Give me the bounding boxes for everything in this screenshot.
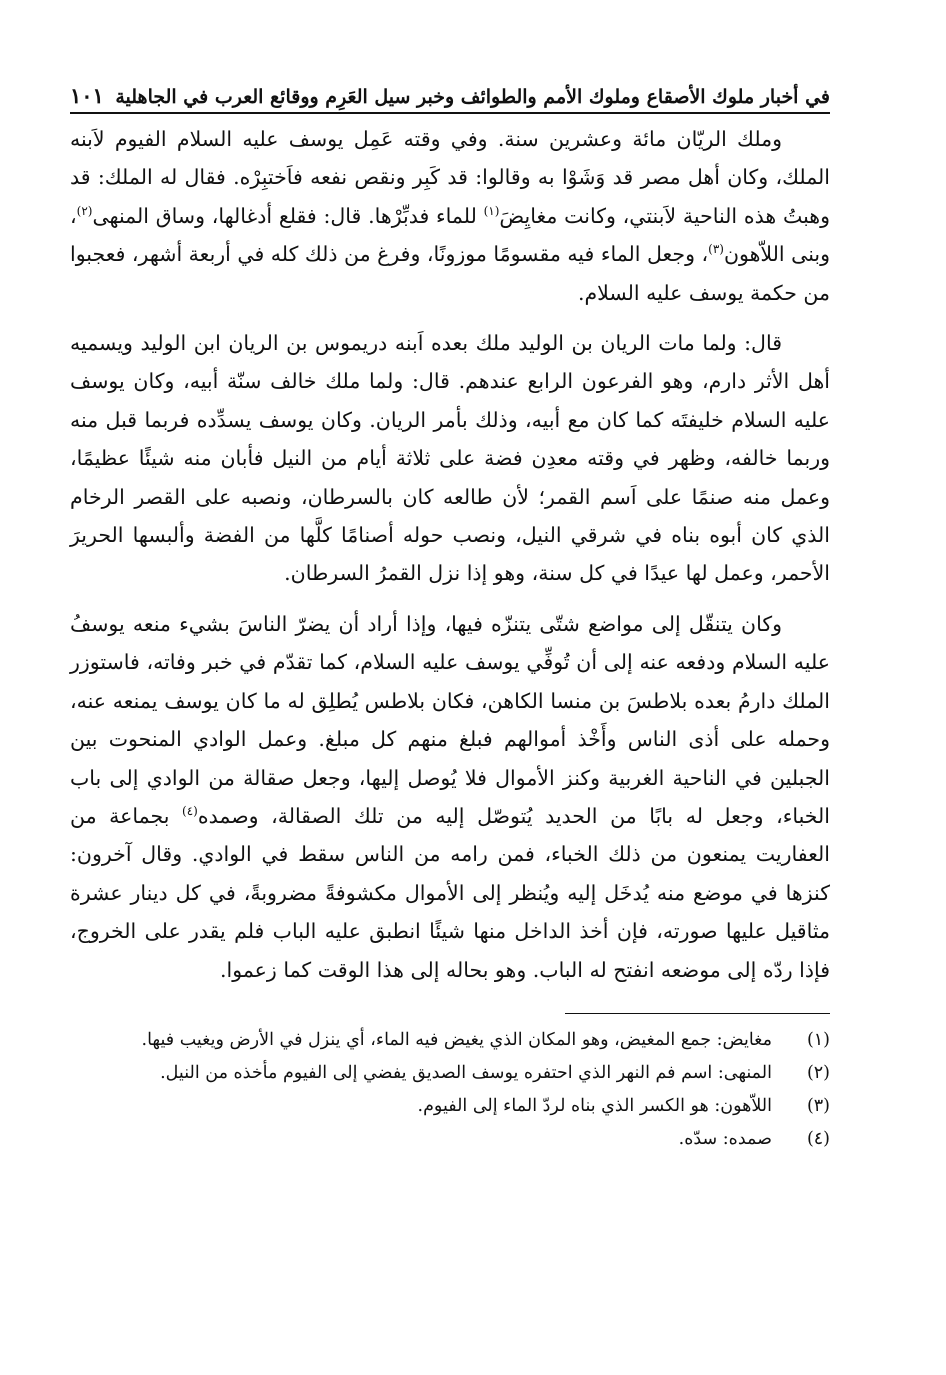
footnote-number: (٤): [806, 1128, 830, 1149]
footnote: [70, 1090, 830, 1123]
text-run: قال: ولما مات الريان بن الوليد ملك بعده اَبنه دريموس بن الريان ابن الوليد ويسميه أهل الأثر دارم، وهو الفرعون الرابع عندهم. قال: ولما ملك خالف سنّة أبيه، وكان يوسف عليه السلام خليفتَه كما كان مع أبيه، وذلك بأمر الريان. وكان يوسف يسدِّده فربما قبل منه وربما خالفه، وظهر في وقته معدِن فضة على ثلاثة أيام من النيل فأبان منه شيئًا عظيمًا، وعمل منه صنمًا على اَسم القمر؛ لأن طالعه كان بالسرطان، ونصبه على القصر الرخام الذي كان أبوه بناه في شرقي النيل، ونصب حوله أصنامًا كلَّها من الفضة وألبسها الحريرَ الأحمر، وعمل لها عيدًا في كل سنة، وهو إذا نزل القمرُ السرطان.: [70, 331, 830, 586]
footnote-text: اللاّهون: هو الكسر الذي بناه لردّ الماء إلى الفيوم.: [417, 1095, 772, 1116]
page-number: ١٠١: [70, 83, 104, 108]
footnotes: [70, 1024, 830, 1156]
footnote-number: (٢): [806, 1062, 830, 1083]
header-title: في أخبار ملوك الأصقاع وملوك الأمم والطوائف وخبر سيل العَرِم ووقائع العرب في الجاهلية: [115, 86, 830, 108]
text-run: بجماعة من العفاريت يمنعون من ذلك الخباء، فمن رامه من الناس سقط في الوادي. وقال آخرون: كنزها في موضع منه يُدخَل إليه ويُنظر إلى الأموال مكشوفةً مضروبةً، في كل دينار عشرة مثاقيل عليها صورته، فإن أخذ الداخل منها شيئًا انطبق عليه الباب فلم يقدر على الخروج، فإذا ردّه إلى موضعه انفتح له الباب. وهو بحاله إلى هذا الوقت كما زعموا.: [70, 803, 830, 982]
text-run: ، وبنى اللاّهون: [70, 203, 830, 267]
footnote-ref: (٢): [76, 203, 93, 218]
paragraph: [70, 605, 830, 989]
header-rule: [70, 112, 830, 114]
footnote: [70, 1024, 830, 1057]
footnote-number: (٣): [806, 1095, 830, 1116]
footnote-number: (١): [806, 1029, 830, 1050]
footnote-text: صمده: سدّه.: [678, 1128, 772, 1149]
paragraph: [70, 324, 830, 593]
running-header: [70, 60, 830, 108]
body-text: [70, 120, 830, 989]
book-page: [70, 60, 830, 1350]
footnote-text: المنهى: اسم فم النهر الذي احتفره يوسف الصديق يفضي إلى الفيوم مأخذه من النيل.: [160, 1062, 772, 1083]
footnote-text: مغايض: جمع المغيض، وهو المكان الذي يغيض فيه الماء، أي ينزل في الأرض ويغيب فيها.: [141, 1029, 772, 1050]
paragraph: [70, 120, 830, 312]
text-run: وكان يتنقّل إلى مواضع شتّى يتنزّه فيها، وإذا أراد أن يضرّ الناسَ بشيء منعه يوسفُ عليه السلام ودفعه عنه إلى أن تُوفِّي يوسف عليه السلام، كما تقدّم في خبر وفاته، فاستوزر الملك دارمُ بعده بلاطسَ بن منسا الكاهن، فكان بلاطس يُطلِق له ما كان يوسف يمنعه عنه، وحمله على أذى الناس وأَخْذ أموالهم فبلغ منهم كل مبلغ. وعمل الوادي المنحوت بين الجبلين في الناحية الغربية وكنز الأموال فلا يُوصل إليها، وجعل صقالة من الوادي إلى باب الخباء، وجعل له بابًا من الحديد يُتوصّل إليه من تلك الصقالة، وصمده: [70, 611, 830, 828]
footnote: [70, 1057, 830, 1090]
footnote: [70, 1123, 830, 1156]
footnote-ref: (١): [483, 203, 500, 218]
text-run: للماء فدبِّرْها. قال: فقلع أدغالها، وساق المنهى: [92, 203, 484, 228]
footnote-ref: (٣): [708, 242, 724, 257]
footnote-rule: [565, 1013, 830, 1014]
text-run: وملك الريّان مائة وعشرين سنة. وفي وقته عَمِل يوسف عليه السلام الفيوم لاَبنه الملك، وكان أهل مصر قد وَشَوْا به وقالوا: قد كَبِر ونقص نفعه فاَختبِرْه. فقال له الملك: قد وهبتُ هذه الناحية لاَبنتي، وكانت مغايِضَ: [70, 127, 830, 228]
text-run: ، وجعل الماء فيه مقسومًا موزونًا، وفرغ من ذلك كله في أربعة أشهر، فعجبوا من حكمة يوسف عليه السلام.: [70, 242, 830, 305]
footnote-ref: (٤): [182, 804, 198, 819]
